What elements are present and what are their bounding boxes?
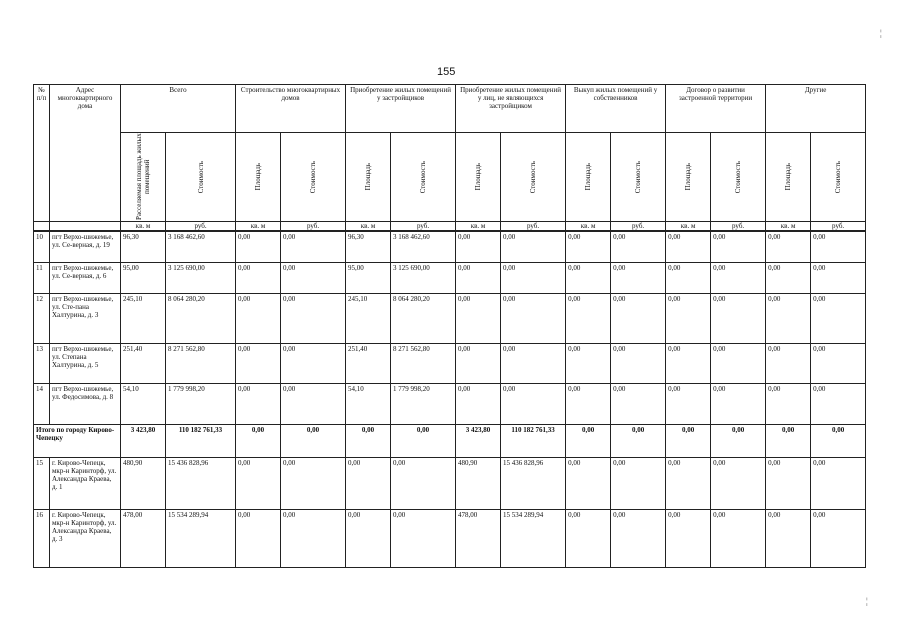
row-num: 12 (34, 293, 50, 343)
cell: 96,30 (346, 231, 391, 262)
cell: 0,00 (766, 509, 811, 567)
cell: 0,00 (566, 383, 611, 424)
cell: 3 168 462,60 (391, 231, 456, 262)
total-cell: 0,00 (666, 424, 711, 457)
total-cell: 0,00 (766, 424, 811, 457)
subheader-total-area: Расселяемая площадь жилых помещений (121, 133, 166, 222)
cell: 0,00 (501, 343, 566, 383)
cell: 0,00 (456, 343, 501, 383)
subheader-area: Площадь (346, 133, 391, 222)
cell: 0,00 (666, 262, 711, 293)
cell: 1 779 998,20 (166, 383, 236, 424)
housing-table (33, 84, 866, 568)
unit-cost: руб. (281, 222, 346, 232)
cell: 0,00 (711, 509, 766, 567)
subheader-cost: Стоимость (711, 133, 766, 222)
cell: 0,00 (346, 457, 391, 509)
cell: 478,00 (121, 509, 166, 567)
page-number: 155 (437, 66, 456, 78)
cell: 251,40 (121, 343, 166, 383)
row-num: 13 (34, 343, 50, 383)
row-address: г. Кирово-Чепецк, мкр-н Каринторф, ул. Александра Краева, д. 1 (50, 457, 121, 509)
cell: 0,00 (281, 262, 346, 293)
cell: 0,00 (281, 293, 346, 343)
cell: 54,10 (346, 383, 391, 424)
row-address: пгт Верхо-шижемье, ул. Степана Халтурина, д. 5 (50, 343, 121, 383)
row-address: пгт Верхо-шижемье, ул. Се-верная, д. 6 (50, 262, 121, 293)
cell: 0,00 (566, 293, 611, 343)
subheader-cost: Стоимость (391, 133, 456, 222)
unit-cost: руб. (811, 222, 866, 232)
cell: 0,00 (236, 457, 281, 509)
cell: 54,10 (121, 383, 166, 424)
cell: 0,00 (611, 262, 666, 293)
cell: 0,00 (666, 293, 711, 343)
cell: 0,00 (766, 293, 811, 343)
header-group: Приобретение жилых помещений у лиц, не являющихся застройщиком (456, 85, 566, 133)
header-group: Приобретение жилых помещений у застройщиков (346, 85, 456, 133)
subheader-area: Площадь (566, 133, 611, 222)
unit-area: кв. м (566, 222, 611, 232)
total-label: Итого по городу Кирово-Чепецку (34, 424, 121, 457)
unit-area: кв. м (666, 222, 711, 232)
cell: 0,00 (711, 343, 766, 383)
total-cell: 3 423,80 (121, 424, 166, 457)
cell: 0,00 (456, 231, 501, 262)
cell: 0,00 (666, 457, 711, 509)
cell: 0,00 (811, 383, 866, 424)
subheader-cost: Стоимость (811, 133, 866, 222)
total-cell: 0,00 (236, 424, 281, 457)
cell: 0,00 (711, 293, 766, 343)
cell: 0,00 (281, 457, 346, 509)
cell: 0,00 (281, 231, 346, 262)
cell: 0,00 (391, 509, 456, 567)
cell: 0,00 (611, 509, 666, 567)
cell: 0,00 (281, 509, 346, 567)
cell: 0,00 (611, 293, 666, 343)
cell: 0,00 (566, 262, 611, 293)
cell: 96,30 (121, 231, 166, 262)
cell: 0,00 (566, 457, 611, 509)
unit-area: кв. м (766, 222, 811, 232)
cell: 0,00 (711, 457, 766, 509)
row-address: пгт Верхо-шижемье, ул. Федосимова, д. 8 (50, 383, 121, 424)
cell: 0,00 (811, 343, 866, 383)
cell: 3 125 690,00 (166, 262, 236, 293)
cell: 0,00 (666, 509, 711, 567)
cell: 15 436 828,96 (166, 457, 236, 509)
cell: 0,00 (766, 262, 811, 293)
unit-cost: руб. (391, 222, 456, 232)
cell: 8 271 562,80 (391, 343, 456, 383)
cell: 95,00 (346, 262, 391, 293)
unit-cost: руб. (501, 222, 566, 232)
cell: 0,00 (456, 262, 501, 293)
cell: 0,00 (666, 343, 711, 383)
cell: 0,00 (236, 293, 281, 343)
row-address: пгт Верхо-шижемье, ул. Се-верная, д. 19 (50, 231, 121, 262)
row-address: пгт Верхо-шижемье, ул. Сте-пана Халтурина, д. 3 (50, 293, 121, 343)
cell: 251,40 (346, 343, 391, 383)
subheader-area: Площадь (236, 133, 281, 222)
header-group: Всего (121, 85, 236, 133)
cell: 95,00 (121, 262, 166, 293)
cell: 0,00 (566, 509, 611, 567)
cell: 8 271 562,80 (166, 343, 236, 383)
unit-area: кв. м (121, 222, 166, 232)
cell: 0,00 (611, 231, 666, 262)
cell: 0,00 (766, 343, 811, 383)
row-address: г. Кирово-Чепецк, мкр-н Каринторф, ул. Александра Краева, д. 3 (50, 509, 121, 567)
cell: 3 168 462,60 (166, 231, 236, 262)
cell: 245,10 (121, 293, 166, 343)
row-num: 10 (34, 231, 50, 262)
total-cell: 110 182 761,33 (166, 424, 236, 457)
subheader-cost: Стоимость (166, 133, 236, 222)
cell: 0,00 (236, 343, 281, 383)
row-num: 16 (34, 509, 50, 567)
subheader-area: Площадь (766, 133, 811, 222)
cell: 0,00 (611, 457, 666, 509)
unit-cost: руб. (711, 222, 766, 232)
row-num: 11 (34, 262, 50, 293)
total-cell: 0,00 (811, 424, 866, 457)
unit-area: кв. м (456, 222, 501, 232)
header-group: Другие (766, 85, 866, 133)
cell: 0,00 (766, 457, 811, 509)
corner-mark: ¦ (880, 28, 882, 38)
total-cell: 0,00 (281, 424, 346, 457)
cell: 0,00 (346, 509, 391, 567)
cell: 15 534 289,94 (501, 509, 566, 567)
cell: 245,10 (346, 293, 391, 343)
subheader-cost: Стоимость (501, 133, 566, 222)
cell: 0,00 (711, 383, 766, 424)
cell: 480,90 (121, 457, 166, 509)
cell: 480,90 (456, 457, 501, 509)
subheader-cost: Стоимость (611, 133, 666, 222)
cell: 0,00 (811, 293, 866, 343)
cell: 0,00 (566, 231, 611, 262)
unit-area: кв. м (346, 222, 391, 232)
cell: 0,00 (281, 343, 346, 383)
cell: 15 436 828,96 (501, 457, 566, 509)
header-group: Строительство многоквартирных домов (236, 85, 346, 133)
cell: 15 534 289,94 (166, 509, 236, 567)
cell: 0,00 (501, 293, 566, 343)
total-cell: 0,00 (391, 424, 456, 457)
total-cell: 0,00 (711, 424, 766, 457)
cell: 0,00 (456, 383, 501, 424)
cell: 478,00 (456, 509, 501, 567)
total-cell: 3 423,80 (456, 424, 501, 457)
cell: 0,00 (501, 231, 566, 262)
cell: 0,00 (666, 231, 711, 262)
cell: 0,00 (766, 383, 811, 424)
cell: 0,00 (236, 262, 281, 293)
cell: 8 064 280,20 (391, 293, 456, 343)
unit-area: кв. м (236, 222, 281, 232)
cell: 0,00 (811, 231, 866, 262)
cell: 0,00 (666, 383, 711, 424)
cell: 0,00 (611, 343, 666, 383)
cell: 0,00 (566, 343, 611, 383)
corner-mark: ¦ (866, 596, 868, 606)
total-cell: 0,00 (566, 424, 611, 457)
cell: 0,00 (281, 383, 346, 424)
cell: 0,00 (711, 262, 766, 293)
subheader-area: Площадь (456, 133, 501, 222)
header-address: Адрес многоквартирного дома (50, 85, 121, 222)
total-cell: 110 182 761,33 (501, 424, 566, 457)
total-cell: 0,00 (346, 424, 391, 457)
subheader-area: Площадь (666, 133, 711, 222)
unit-cost: руб. (166, 222, 236, 232)
cell: 0,00 (766, 231, 811, 262)
row-num: 14 (34, 383, 50, 424)
cell: 0,00 (811, 262, 866, 293)
cell: 8 064 280,20 (166, 293, 236, 343)
header-group: Договор о развитии застроенной территории (666, 85, 766, 133)
subheader-cost: Стоимость (281, 133, 346, 222)
cell: 0,00 (391, 457, 456, 509)
cell: 0,00 (611, 383, 666, 424)
header-num: № п/п (34, 85, 50, 222)
header-group: Выкуп жилых помещений у собственников (566, 85, 666, 133)
cell: 0,00 (236, 509, 281, 567)
cell: 0,00 (236, 231, 281, 262)
row-num: 15 (34, 457, 50, 509)
cell: 0,00 (811, 509, 866, 567)
cell: 0,00 (811, 457, 866, 509)
cell: 0,00 (711, 231, 766, 262)
total-cell: 0,00 (611, 424, 666, 457)
unit-cost: руб. (611, 222, 666, 232)
cell: 0,00 (501, 262, 566, 293)
cell: 3 125 690,00 (391, 262, 456, 293)
cell: 0,00 (236, 383, 281, 424)
cell: 1 779 998,20 (391, 383, 456, 424)
cell: 0,00 (501, 383, 566, 424)
cell: 0,00 (456, 293, 501, 343)
